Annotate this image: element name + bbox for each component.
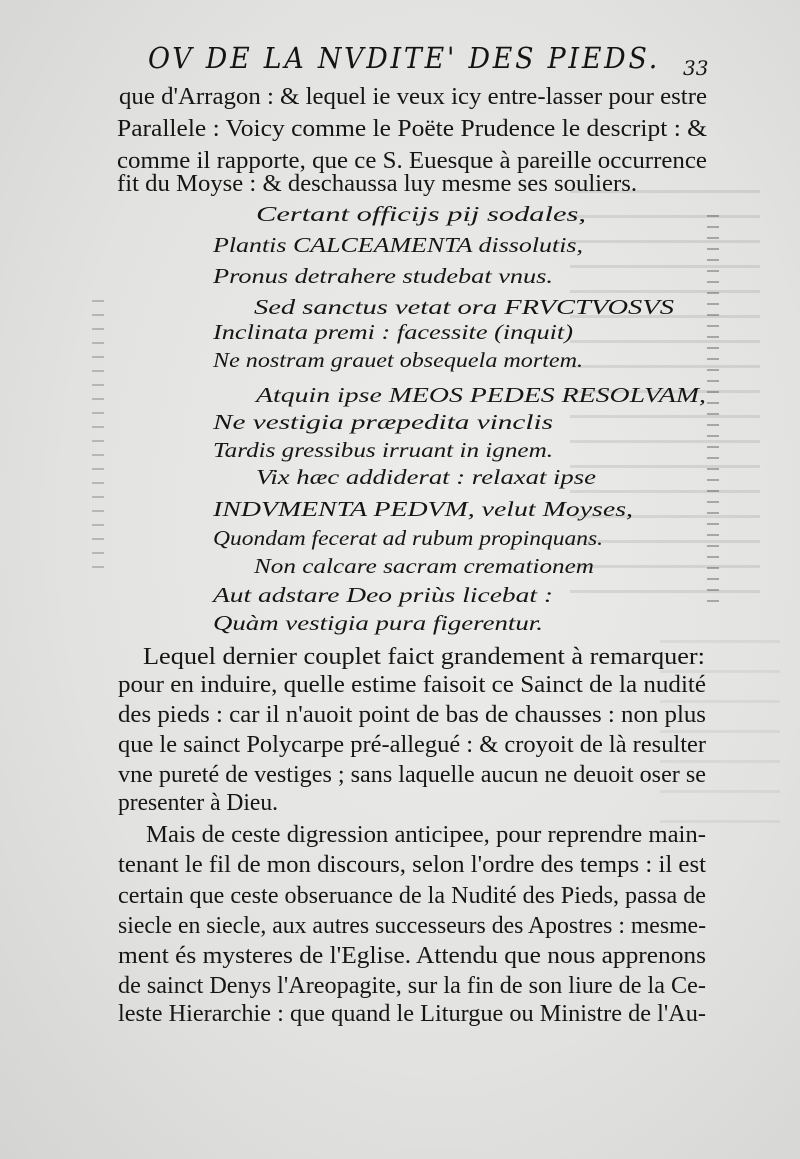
paragraph-1-line: fit du Moyse : & deschaussa luy mesme ses souliers. [117, 171, 638, 197]
paragraph-3-line: ment és mysteres de l'Eglise. Attendu que nous apprenons [118, 943, 707, 969]
verse-line: Ne vestigia præpedita vinclis [213, 410, 553, 434]
verse-line: Certant officijs pij sodales, [256, 202, 586, 226]
verse-line: Vix hæc addiderat : relaxat ipse [256, 465, 597, 489]
verse-line: Pronus detrahere studebat vnus. [213, 264, 554, 288]
paragraph-3-line: de sainct Denys l'Areopagite, sur la fin de son liure de la Ce- [118, 973, 706, 999]
paragraph-2-line: vne pureté de vestiges ; sans laquelle aucun ne deuoit oser se [118, 762, 706, 788]
running-head: OV DE LA NVDITE' DES PIEDS. [148, 41, 661, 75]
verse-line: Tardis gressibus irruant in ignem. [213, 438, 554, 462]
paragraph-3-line: Mais de ceste digression anticipee, pour reprendre main- [146, 822, 707, 848]
verse-line: Quàm vestigia pura figerentur. [213, 611, 544, 635]
verse-line: Non calcare sacram cremationem [254, 554, 594, 578]
paragraph-2-line: des pieds : car il n'auoit point de bas de chausses : non plus [118, 702, 706, 728]
paragraph-2-line: Lequel dernier couplet faict grandement à remarquer: [143, 644, 705, 670]
paragraph-3-line: tenant le fil de mon discours, selon l'ordre des temps : il est [118, 852, 706, 878]
paragraph-2-line: pour en induire, quelle estime faisoit ce Sainct de la nudité [118, 672, 706, 698]
verse-line: Atquin ipse MEOS PEDES RESOLVAM, [256, 383, 706, 407]
right-margin-marks [707, 215, 719, 605]
left-margin-marks [92, 300, 104, 580]
verse-line: Aut adstare Deo priùs licebat : [213, 583, 553, 607]
verse-line: Ne nostram grauet obsequela mortem. [213, 348, 584, 372]
verse-line: INDVMENTA PEDVM, velut Moyses, [213, 497, 634, 521]
paragraph-2-line: presenter à Dieu. [118, 790, 279, 816]
paragraph-3-line: certain que ceste obseruance de la Nudité des Pieds, passa de [118, 883, 707, 909]
verse-line: Plantis CALCEAMENTA dissolutis, [213, 233, 583, 257]
paragraph-2-line: que le sainct Polycarpe pré-allegué : & croyoit de là resulter [118, 732, 707, 758]
page-number: 33 [683, 56, 709, 80]
paragraph-3-line: siecle en siecle, aux autres successeurs des Apostres : mesme- [118, 913, 706, 939]
verse-line: Quondam fecerat ad rubum propinquans. [213, 526, 604, 550]
verse-line: Sed sanctus vetat ora FRVCTVOSVS [254, 295, 674, 319]
paragraph-1-line: que d'Arragon : & lequel ie veux icy entre-lasser pour estre [119, 84, 708, 110]
verse-line: Inclinata premi : facessite (inquit) [213, 320, 573, 344]
paragraph-3-line: leste Hierarchie : que quand le Liturgue ou Ministre de l'Au- [118, 1001, 707, 1027]
paragraph-1-line: Parallele : Voicy comme le Poëte Prudence le descript : & [117, 116, 708, 142]
paragraph-1-line: comme il rapporte, que ce S. Euesque à pareille occurrence [117, 148, 708, 174]
